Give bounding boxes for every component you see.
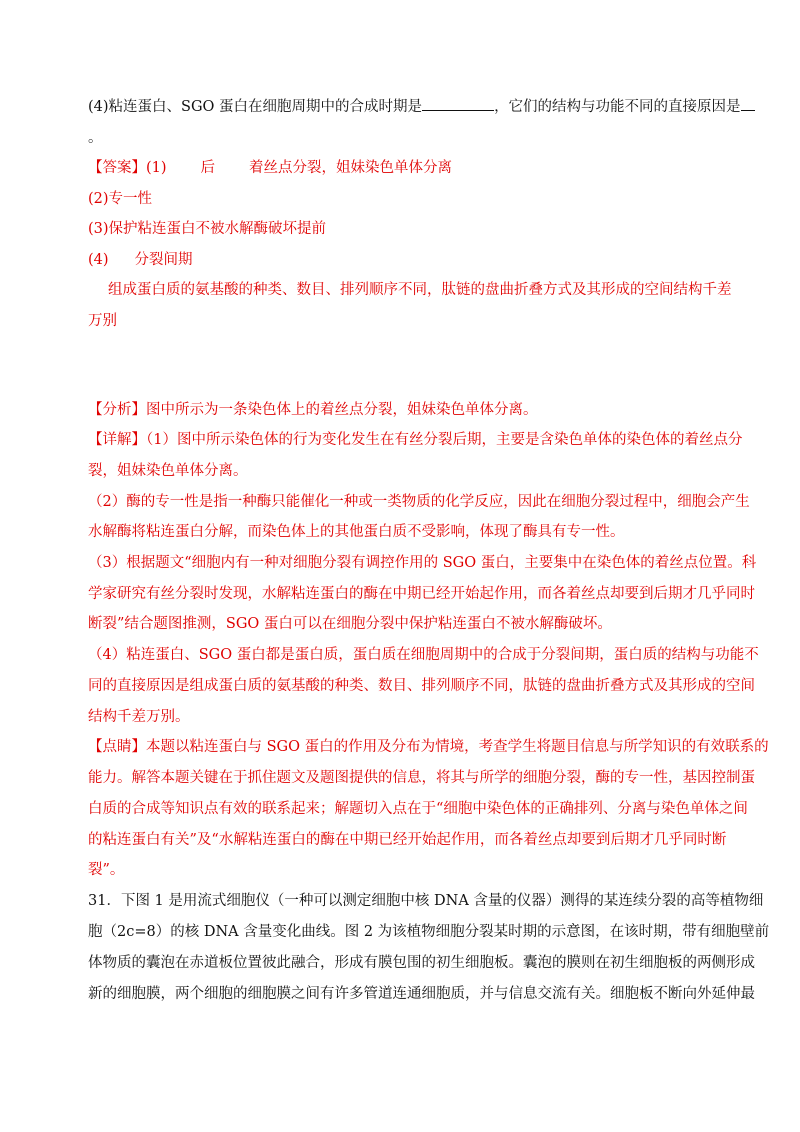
answer-1-part2: 着丝点分裂，姐妹染色单体分离 bbox=[249, 160, 453, 176]
comment-line: 裂”。 bbox=[88, 862, 125, 878]
detail-line: 断裂”结合题图推测，SGO 蛋白可以在细胞分裂中保护粘连蛋白不被水解酶破坏。 bbox=[88, 616, 612, 632]
answer-blank-2 bbox=[741, 96, 755, 111]
detail-line: 同的直接原因是组成蛋白质的氨基酸的种类、数目、排列顺序不同，肽链的盘曲折叠方式及其形成的空间 bbox=[88, 678, 755, 694]
question-31-line: 体物质的囊泡在赤道板位置彼此融合，形成有膜包围的初生细胞板。囊泡的膜则在初生细胞板的两侧形成 bbox=[88, 955, 755, 971]
question-4-text-a: (4)粘连蛋白、SGO 蛋白在细胞周期中的合成时期是 bbox=[88, 99, 423, 115]
comment-line: 的粘连蛋白有关”及“水解粘连蛋白的酶在中期已经开始起作用，而各着丝点却要到后期才几乎同时断 bbox=[88, 832, 727, 848]
question-31-line: 31．下图 1 是用流式细胞仪（一种可以测定细胞中核 DNA 含量的仪器）测得的某连续分裂的高等植物细 bbox=[88, 893, 764, 909]
answer-line-4 bbox=[88, 250, 193, 270]
answer-4-part1: 分裂间期 bbox=[134, 252, 193, 268]
comment-line: 白质的合成等知识点有效的联系起来；解题切入点在于“细胞中染色体的正确排列、分离与染色单体之间 bbox=[88, 801, 748, 817]
answer-blank-1 bbox=[422, 96, 494, 111]
detail-line: （4）粘连蛋白、SGO 蛋白都是蛋白质，蛋白质在细胞周期中的合成于分裂间期，蛋白质的结构与功能不 bbox=[88, 647, 759, 663]
answer-line-1 bbox=[88, 158, 452, 178]
detail-line: 学家研究有丝分裂时发现，水解粘连蛋白的酶在中期已经开始起作用，而各着丝点却要到后期才几乎同时 bbox=[88, 586, 755, 602]
answer-4-part2-line2: 万别 bbox=[88, 313, 117, 329]
detail-line: 水解酶将粘连蛋白分解，而染色体上的其他蛋白质不受影响，体现了酶具有专一性。 bbox=[88, 524, 625, 540]
comment-line: 能力。解答本题关键在于抓住题文及题图提供的信息，将其与所学的细胞分裂，酶的专一性，基因控制蛋 bbox=[88, 770, 755, 786]
analysis-line: 【分析】图中所示为一条染色体上的着丝点分裂，姐妹染色单体分离。 bbox=[88, 402, 538, 418]
answer-1-part1: 后 bbox=[200, 160, 216, 176]
answer-1-num: (1) bbox=[146, 160, 167, 176]
detail-line: （3）根据题文“细胞内有一种对细胞分裂有调控作用的 SGO 蛋白，主要集中在染色体的着丝点位置。科 bbox=[88, 555, 757, 571]
answer-3: (3)保护粘连蛋白不被水解酶破坏提前 bbox=[88, 221, 327, 237]
question-4-end: 。 bbox=[88, 130, 103, 146]
detail-line: 裂，姐妹染色单体分离。 bbox=[88, 463, 248, 479]
question-4-line bbox=[88, 96, 755, 117]
detail-line: 结构千差万别。 bbox=[88, 709, 190, 725]
comment-line: 【点睛】本题以粘连蛋白与 SGO 蛋白的作用及分布为情境，考查学生将题目信息与所学知识的有效联系的 bbox=[88, 739, 769, 755]
question-31-line: 新的细胞膜，两个细胞的细胞膜之间有许多管道连通细胞质，并与信息交流有关。细胞板不断向外延伸最 bbox=[88, 986, 755, 1002]
answer-label: 【答案】 bbox=[88, 160, 146, 176]
detail-line: （2）酶的专一性是指一种酶只能催化一种或一类物质的化学反应，因此在细胞分裂过程中，细胞会产生 bbox=[88, 494, 750, 510]
question-4-text-b: ，它们的结构与功能不同的直接原因是 bbox=[494, 99, 741, 115]
answer-4-part2-line1: 组成蛋白质的氨基酸的种类、数目、排列顺序不同，肽链的盘曲折叠方式及其形成的空间结构千差 bbox=[108, 282, 732, 298]
answer-2: (2)专一性 bbox=[88, 191, 153, 207]
answer-4-num: (4) bbox=[88, 252, 109, 268]
detail-line: 【详解】（1）图中所示染色体的行为变化发生在有丝分裂后期，主要是含染色单体的染色体的着丝点分 bbox=[88, 432, 743, 448]
question-31-line: 胞（2c=8）的核 DNA 含量变化曲线。图 2 为该植物细胞分裂某时期的示意图，在该时期，带有细胞壁前 bbox=[88, 924, 770, 940]
